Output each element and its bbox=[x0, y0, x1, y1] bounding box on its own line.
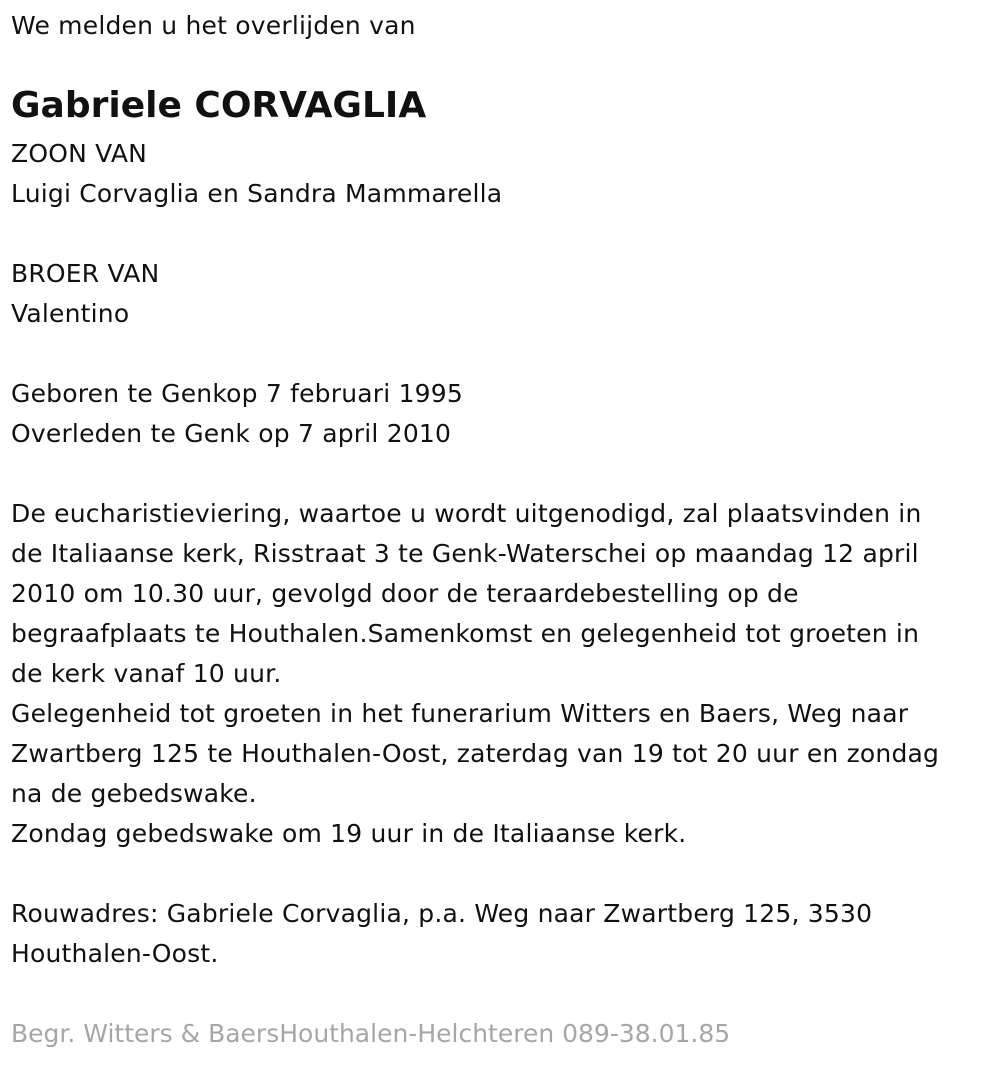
ceremony-line: de Italiaanse kerk, Risstraat 3 te Genk-Waterschei op maandag 12 april bbox=[11, 539, 919, 568]
ceremony-line: de kerk vanaf 10 uur. bbox=[11, 659, 282, 688]
sibling-heading: BROER VAN bbox=[11, 259, 160, 288]
deceased-name: Gabriele CORVAGLIA bbox=[11, 85, 427, 126]
death-date: Overleden te Genk op 7 april 2010 bbox=[11, 419, 452, 448]
sibling-names: Valentino bbox=[11, 299, 130, 328]
ceremony-line: Gelegenheid tot groeten in het funerarium Witters en Baers, Weg naar bbox=[11, 699, 909, 728]
intro-text: We melden u het overlijden van bbox=[11, 11, 416, 40]
mourning-address-section bbox=[11, 894, 872, 974]
ceremony-line: begraafplaats te Houthalen.Samenkomst en gelegenheid tot groeten in bbox=[11, 619, 920, 648]
ceremony-line: Zwartberg 125 te Houthalen-Oost, zaterdag van 19 tot 20 uur en zondag bbox=[11, 739, 940, 768]
birth-date: Geboren te Genkop 7 februari 1995 bbox=[11, 379, 463, 408]
dates-section bbox=[11, 374, 463, 454]
address-line: Houthalen-Oost. bbox=[11, 939, 219, 968]
ceremony-section bbox=[11, 494, 939, 854]
ceremony-line: 2010 om 10.30 uur, gevolgd door de teraardebestelling op de bbox=[11, 579, 799, 608]
ceremony-line: na de gebedswake. bbox=[11, 779, 257, 808]
parents-names: Luigi Corvaglia en Sandra Mammarella bbox=[11, 179, 503, 208]
sibling-section bbox=[11, 254, 159, 334]
ceremony-line: Zondag gebedswake om 19 uur in de Italiaanse kerk. bbox=[11, 819, 687, 848]
parents-section bbox=[11, 134, 502, 214]
parents-heading: ZOON VAN bbox=[11, 139, 148, 168]
funeral-home-footer: Begr. Witters & BaersHouthalen-Helchteren 089-38.01.85 bbox=[11, 1019, 731, 1048]
address-line: Rouwadres: Gabriele Corvaglia, p.a. Weg naar Zwartberg 125, 3530 bbox=[11, 899, 873, 928]
ceremony-line: De eucharistieviering, waartoe u wordt uitgenodigd, zal plaatsvinden in bbox=[11, 499, 922, 528]
